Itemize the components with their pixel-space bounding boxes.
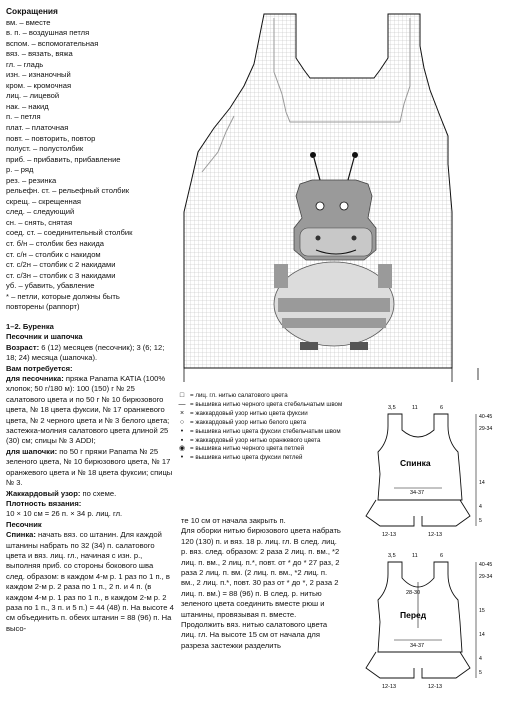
garment-schematics xyxy=(358,404,508,701)
abbreviations-block xyxy=(6,6,178,313)
legend-text: = жаккардовый узор нитью цвета фуксии xyxy=(190,409,308,417)
abbreviation-item: полуст. – полустолбик xyxy=(6,144,84,154)
legend-item xyxy=(178,410,383,419)
front-top-2: 11 xyxy=(412,553,418,559)
legend-text: = вышивка нитью цвета фуксии петлей xyxy=(190,454,303,462)
front-right-3: 15 xyxy=(479,608,485,614)
hippo-antenna-tip-right xyxy=(352,152,358,158)
hippo-eye-left xyxy=(316,202,324,210)
front-schematic xyxy=(366,553,492,690)
back-top-2: 11 xyxy=(412,405,418,411)
abbreviation-item: плат. – платочная xyxy=(6,123,69,133)
hippo-nostril-left xyxy=(316,236,321,241)
front-waist: 34-37 xyxy=(410,643,425,649)
legend-item xyxy=(178,419,383,428)
abbreviation-item: * – петли, которые должны быть xyxy=(6,291,120,301)
legend-symbol-icon: × xyxy=(179,409,185,417)
hippo-antenna-tip-left xyxy=(310,152,316,158)
legend-symbol-icon: □ xyxy=(179,392,185,399)
back-text: начать вяз. со штанин. Для каждой штанины набрать по 32 (34) п. салатового цвета и вяз. лиц. гл., начиная с изн. р., выполняя приб. со стороны бокового шва след. образом: в каждом 4-м р. 1 раз по 1 п., в каждом 2-м р. 2 раза по 1 п., 2 п. и 4 п. (в каждом 4-м р. 1 раз по 1 п., в каждом 2-м р. 2 раза по 1 п., 3 п. и 5 п.) = 44 (48) п. На высоте 4 см объединить п. обеих штанин = 88 (96) п. На высо- xyxy=(6,530,174,633)
instruction-paragraph: те 10 см от начала закрыть п. xyxy=(181,516,286,525)
age-label: Возраст: xyxy=(6,342,40,352)
legend-symbol-icon: — xyxy=(178,400,186,408)
abbreviation-item: ст. с/н – столбик с накидом xyxy=(6,249,101,259)
abbreviation-item: скрещ. – скрещенная xyxy=(6,196,82,206)
legend-symbol-icon: • xyxy=(180,454,184,462)
jacquard-label: Жаккардовый узор: xyxy=(6,488,81,498)
legend-item xyxy=(178,401,383,410)
hat-materials-label: для шапочки: xyxy=(6,446,58,456)
instruction-paragraph: Продолжить вяз. нитью салатового цвета лиц. гл. На высоте 15 см от начала для разреза застежки разделить xyxy=(181,620,328,650)
hippo-belly-stripe-2 xyxy=(282,318,386,328)
legend-symbol-icon: • xyxy=(180,427,184,435)
abbreviation-item: рельефн. ст. – рельефный столбик xyxy=(6,186,130,196)
legend-item xyxy=(178,445,383,454)
knitting-chart-svg xyxy=(178,12,506,388)
front-right-6: 5 xyxy=(479,670,482,676)
abbreviation-item: р. – ряд xyxy=(6,165,34,175)
abbreviation-item: приб. – прибавить, прибавление xyxy=(6,154,121,164)
abbreviation-item: п. – петля xyxy=(6,112,41,122)
legend-symbol-icon: ○ xyxy=(179,418,185,426)
density-label: Плотность вязания: xyxy=(6,498,82,508)
abbreviation-item: соед. ст. – соединительный столбик xyxy=(6,228,133,238)
hippo-nostril-right xyxy=(352,236,357,241)
hippo-arm-right xyxy=(378,264,392,288)
hippo-belly-stripe xyxy=(278,298,390,312)
sandsuit-materials-text: пряжа Panama KATIA (100% хлопок; 50 г/180 м): 100 (150) г № 25 салатового цвета и по 50 г № 10 бирюзового цвета, № 18 цвета фуксии, № 17 оранжевого цвета, № 2 черного цвета и № 3 белого цвета; застежка-молния салатового цвета длиной 25 (30) см; спицы № 3 ADDI; xyxy=(6,374,170,446)
legend-item xyxy=(178,437,383,446)
back-top-1: 3,5 xyxy=(388,405,396,411)
legend-item xyxy=(178,454,383,463)
hat-materials-text: по 50 г пряжи Panama № 25 зеленого цвета, № 10 бирюзового цвета, № 17 оранжевого цвета и № 18 цвета фуксии; спицы № 3. xyxy=(6,446,173,488)
abbreviation-item: вспом. – вспомогательная xyxy=(6,38,99,48)
front-right-5: 4 xyxy=(479,656,482,662)
legend-symbol-icon: ◉ xyxy=(178,445,186,453)
back-bottom-left: 12-13 xyxy=(382,532,397,538)
jacquard-text: по схеме. xyxy=(80,488,117,498)
back-schematic xyxy=(366,405,492,538)
front-top-1: 3,5 xyxy=(388,553,396,559)
back-right-2: 29-34 xyxy=(479,426,493,432)
abbreviation-item: ст. б/н – столбик без накида xyxy=(6,239,104,249)
front-top-3: 6 xyxy=(440,553,444,559)
back-right-5: 5 xyxy=(479,518,482,524)
back-right-3: 14 xyxy=(479,480,485,486)
materials-label: Вам потребуется: xyxy=(6,363,73,373)
front-bottom-left: 12-13 xyxy=(382,684,397,690)
legend-symbol-icon: ▪ xyxy=(180,436,184,444)
sandsuit-materials-label: для песочника: xyxy=(6,374,64,384)
abbreviation-item: ст. с/2н – столбик с 2 накидами xyxy=(6,260,116,270)
schematics-svg xyxy=(358,404,508,696)
legend-text: = жаккардовый узор нитью белого цвета xyxy=(190,418,307,426)
abbreviation-item: вяз. – вязать, вяжа xyxy=(6,49,73,59)
age-text: 6 (12) месяцев (песочник); 3 (6; 12; 18; 24) месяца (шапочка). xyxy=(6,342,165,363)
abbreviation-item: сн. – снять, снятая xyxy=(6,217,73,227)
front-bottom-right: 12-13 xyxy=(428,684,443,690)
abbreviation-item: в. п. – воздушная петля xyxy=(6,28,90,38)
abbreviation-item: уб. – убавить, убавление xyxy=(6,281,95,291)
hippo-muzzle xyxy=(300,228,372,256)
front-title: Перед xyxy=(400,610,427,620)
legend-item xyxy=(178,392,383,401)
sandsuit-heading: Песочник xyxy=(6,519,42,529)
back-top-3: 6 xyxy=(440,405,444,411)
front-right-4: 14 xyxy=(479,632,485,638)
instruction-paragraph: Для оборки нитью бирюзового цвета набрать 120 (130) п. и вяз. 18 р. лиц. гл. В след. лиц. р. вяз. след. образом: 2 раза 2 лиц. п. вм., *2 лиц. п. вм., 2 лиц. п.*, повт. от * до * 27 раз, 2 раза 2 лиц. п. вм. (2 лиц. п. вм., *2 лиц. п. вм., 2 лиц. п.*, повт. 30 раз от * до *, 2 раза 2 лиц. п. вм.) = 88 (96) п. В след. р. нитью зеленого цвета соединить вместе рюш и штанины, провязывая п. вместе. xyxy=(181,526,341,619)
abbreviation-item: след. – следующий xyxy=(6,207,75,217)
back-label: Спинка: xyxy=(6,530,36,540)
hippo-arm-left xyxy=(274,264,288,288)
chart-right-ticks xyxy=(184,368,478,382)
hippo-foot-left xyxy=(300,342,318,350)
back-title: Спинка xyxy=(400,458,431,468)
article-block xyxy=(6,322,174,634)
article-subtitle: Песочник и шапочка xyxy=(6,332,83,342)
abbreviation-item: ст. с/3н – столбик с 3 накидами xyxy=(6,270,116,280)
abbreviation-item: рез. – резинка xyxy=(6,175,57,185)
abbreviation-item: изн. – изнаночный xyxy=(6,70,71,80)
abbreviation-item: повторены (раппорт) xyxy=(6,302,80,312)
knitting-chart xyxy=(178,12,506,393)
abbreviations-title: Сокращения xyxy=(6,6,58,16)
back-bottom-right: 12-13 xyxy=(428,532,443,538)
hippo-eye-right xyxy=(340,202,348,210)
abbreviations-list xyxy=(6,18,178,313)
back-waist: 34-37 xyxy=(410,490,425,496)
hippo-foot-right xyxy=(350,342,368,350)
legend-text: = вышивка нитью цвета фуксии стебельчатым швом xyxy=(190,427,341,435)
legend-text: = вышивка нитью черного цвета стебельчатым швом xyxy=(190,400,343,408)
abbreviation-item: лиц. – лицевой xyxy=(6,91,60,101)
chart-legend xyxy=(178,392,383,463)
legend-text: = жаккардовый узор нитью оранжевого цвета xyxy=(190,436,321,444)
back-right-4: 4 xyxy=(479,504,482,510)
front-right-1: 40-45 xyxy=(479,562,493,568)
abbreviation-item: нак. – накид xyxy=(6,101,49,111)
abbreviation-item: повт. – повторить, повтор xyxy=(6,133,96,143)
abbreviation-item: вм. – вместе xyxy=(6,17,51,27)
abbreviation-item: гл. – гладь xyxy=(6,59,44,69)
legend-text: = вышивка нитью черного цвета петлей xyxy=(190,445,305,453)
abbreviation-item: кром. – кромочная xyxy=(6,80,72,90)
front-right-2: 29-34 xyxy=(479,574,493,580)
density-text: 10 × 10 см = 26 п. × 34 р. лиц. гл. xyxy=(6,509,123,519)
legend-item xyxy=(178,428,383,437)
back-right-1: 40-45 xyxy=(479,414,493,420)
legend-text: = лиц. гл. нитью салатового цвета xyxy=(190,392,288,399)
front-mid: 28-30 xyxy=(406,590,421,596)
article-number: 1–2. Буренка xyxy=(6,322,54,331)
instructions-continued xyxy=(181,516,341,651)
